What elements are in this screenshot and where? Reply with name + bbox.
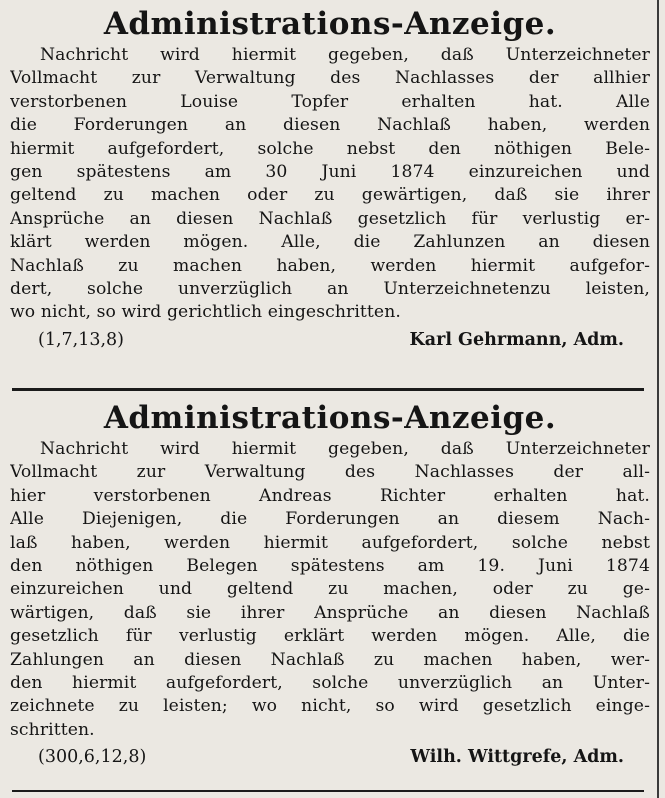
notice-line: Ansprüche an diesen Nachlaß gesetzlich für verlustig er- bbox=[10, 208, 650, 229]
notice-line: einzureichen und geltend zu machen, oder zu ge- bbox=[10, 579, 650, 600]
notice-line: Nachricht wird hiermit gegeben, daß Unterzeichneter bbox=[40, 45, 650, 65]
notice-line: verstorbenen Louise Topfer erhalten hat. Alle bbox=[10, 91, 650, 112]
notice-body bbox=[10, 438, 650, 742]
signature-row bbox=[10, 744, 650, 770]
notice-line: Vollmacht zur Verwaltung des Nachlasses der allhier bbox=[10, 68, 650, 89]
notice-code: (1,7,13,8) bbox=[38, 329, 125, 350]
notice-andreas-richter bbox=[10, 398, 650, 770]
notice-line: dert, solche unverzüglich an Unterzeichnetenzu leisten, bbox=[10, 279, 650, 300]
notice-louise-topfer bbox=[10, 4, 650, 353]
notice-title: Administrations-Anzeige. bbox=[103, 6, 557, 42]
divider-rule bbox=[12, 388, 644, 391]
divider-rule bbox=[12, 790, 644, 792]
notice-line: Vollmacht zur Verwaltung des Nachlasses der all- bbox=[10, 462, 650, 483]
notice-line: wo nicht, so wird gerichtlich eingeschritten. bbox=[10, 302, 401, 323]
notice-line: Zahlungen an diesen Nachlaß zu machen haben, wer- bbox=[10, 649, 650, 670]
notice-line: gen spätestens am 30 Juni 1874 einzureichen und bbox=[10, 162, 650, 183]
notice-line: den hiermit aufgefordert, solche unverzüglich an Unter- bbox=[10, 673, 650, 694]
column-edge bbox=[657, 0, 659, 798]
notice-line: Alle Diejenigen, die Forderungen an diesem Nach- bbox=[10, 509, 650, 530]
signature-name: Wilh. Wittgrefe, Adm. bbox=[410, 747, 624, 768]
notice-line: hier verstorbenen Andreas Richter erhalten hat. bbox=[10, 485, 650, 506]
notice-line: wärtigen, daß sie ihrer Ansprüche an diesen Nachlaß bbox=[10, 602, 650, 623]
notice-line: klärt werden mögen. Alle, die Zahlunzen an diesen bbox=[10, 232, 650, 253]
notice-code: (300,6,12,8) bbox=[38, 747, 147, 768]
notice-line: Nachricht wird hiermit gegeben, daß Unterzeichneter bbox=[40, 439, 650, 459]
notice-line: Nachlaß zu machen haben, werden hiermit aufgefor- bbox=[10, 255, 650, 276]
signature-row bbox=[10, 327, 650, 353]
notice-line: schritten. bbox=[10, 719, 95, 740]
notice-line: hiermit aufgefordert, solche nebst den nöthigen Bele- bbox=[10, 138, 650, 159]
notice-line: die Forderungen an diesen Nachlaß haben, werden bbox=[10, 115, 650, 136]
notice-body bbox=[10, 44, 650, 325]
notice-line: den nöthigen Belegen spätestens am 19. Juni 1874 bbox=[10, 556, 650, 577]
notice-title: Administrations-Anzeige. bbox=[103, 400, 557, 436]
notice-line: gesetzlich für verlustig erklärt werden mögen. Alle, die bbox=[10, 626, 650, 647]
notice-line: zeichnete zu leisten; wo nicht, so wird gesetzlich einge- bbox=[10, 696, 650, 717]
notice-line: geltend zu machen oder zu gewärtigen, daß sie ihrer bbox=[10, 185, 650, 206]
notice-line: laß haben, werden hiermit aufgefordert, solche nebst bbox=[10, 532, 650, 553]
signature-name: Karl Gehrmann, Adm. bbox=[409, 329, 624, 350]
